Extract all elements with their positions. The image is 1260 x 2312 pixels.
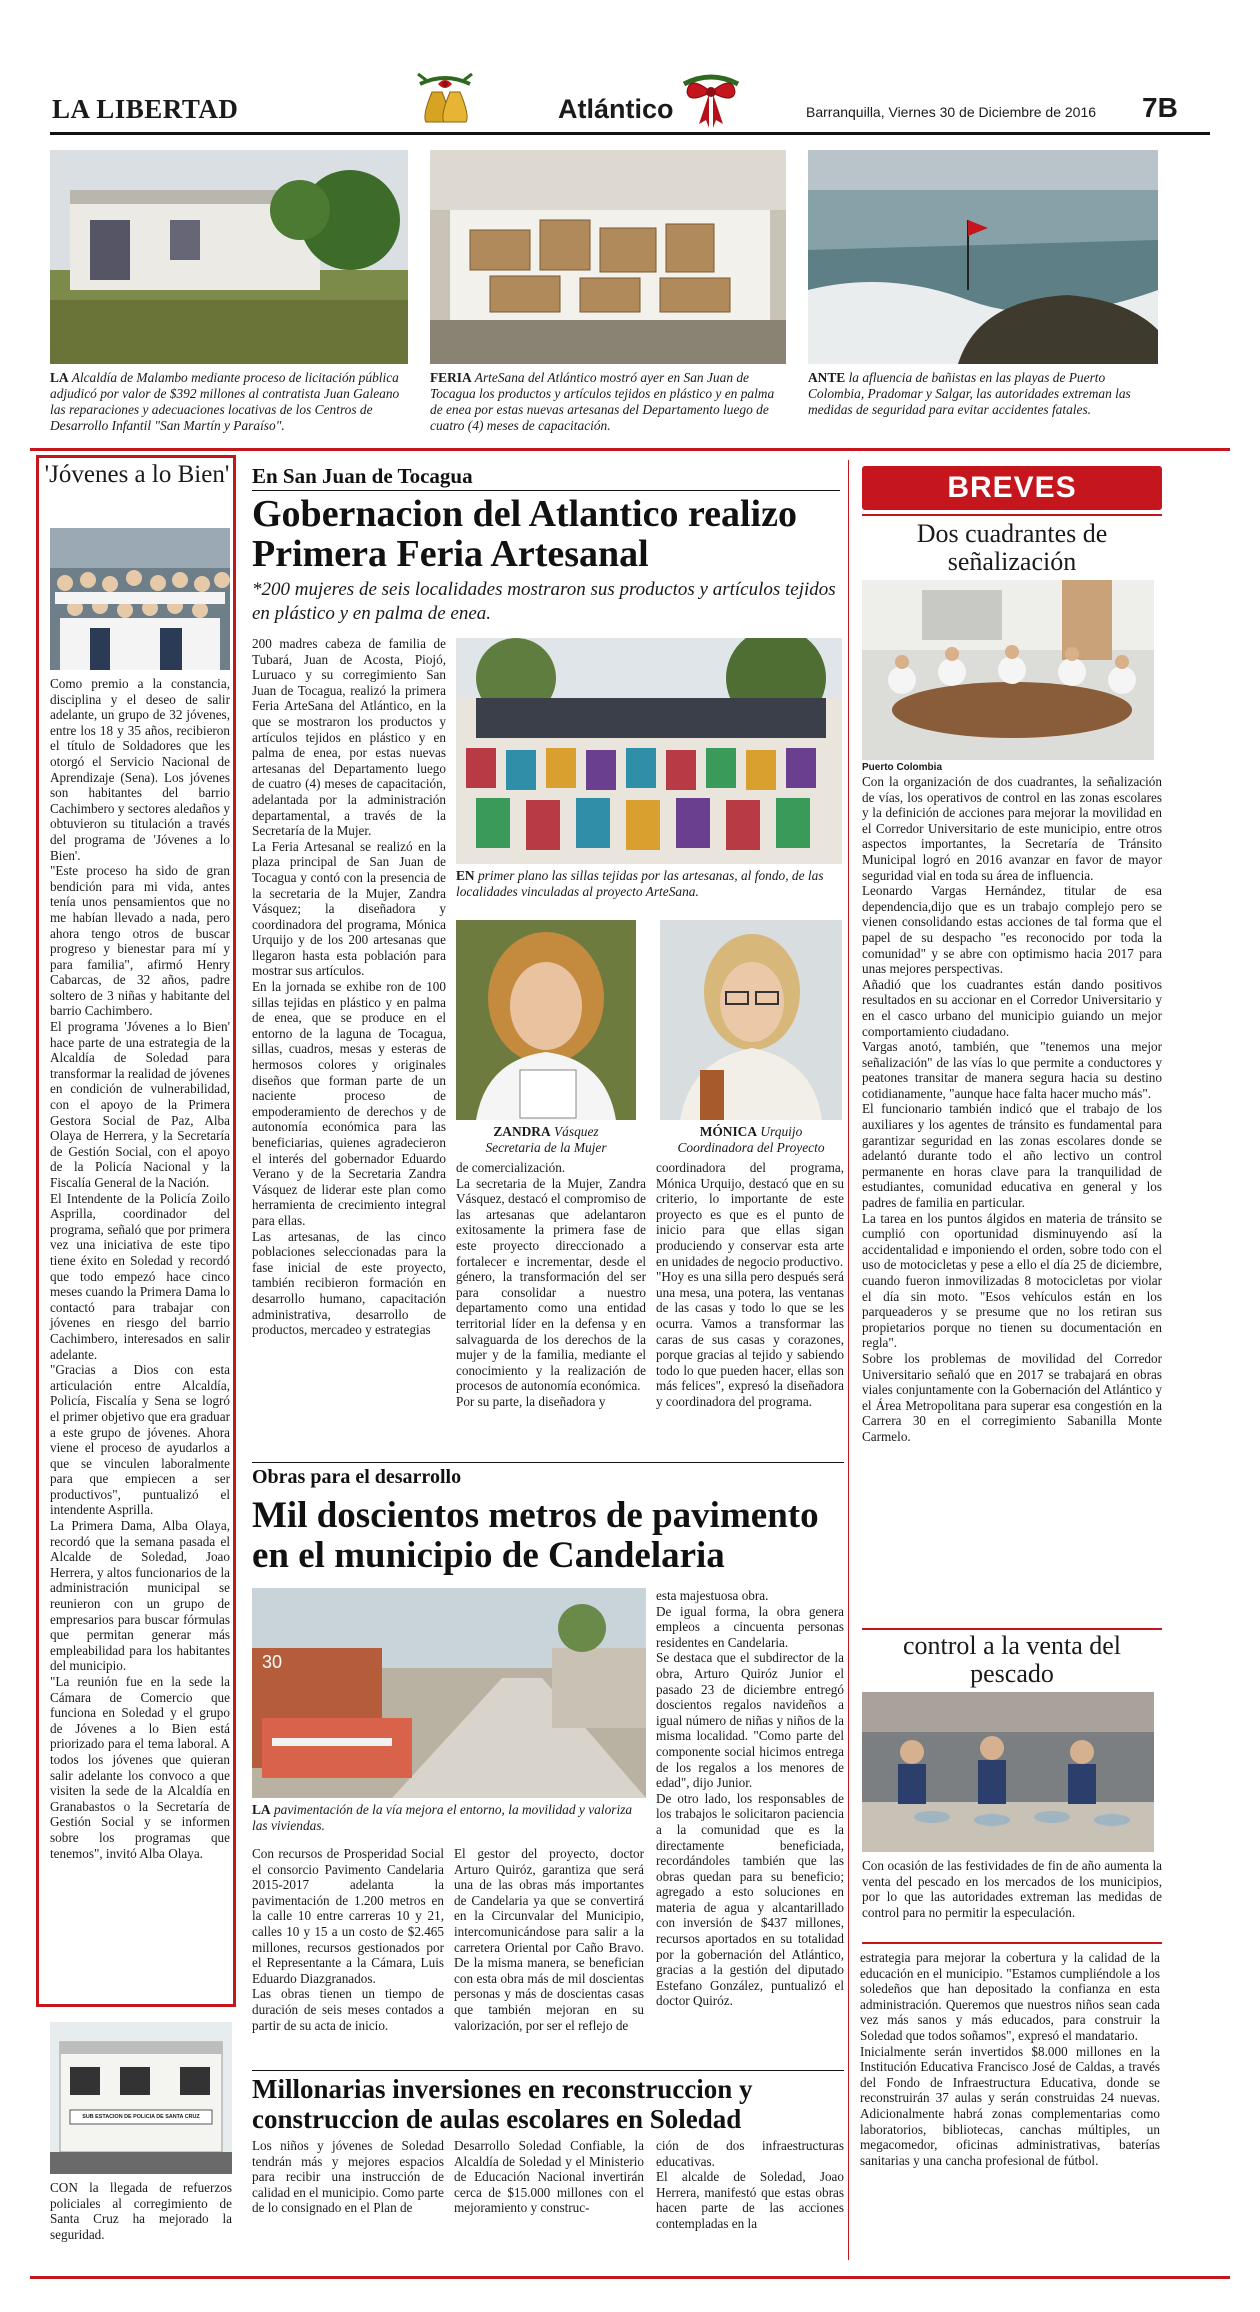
- breves-c2-rule: [862, 1628, 1162, 1630]
- caption-text: primer plano las sillas tejidas por las artesanas, al fondo, de las localidades vinculadas al proyecto ArteSana.: [456, 868, 824, 899]
- breves-c1-photo-label: Puerto Colombia: [862, 762, 943, 773]
- breves-c1-body: Con la organización de dos cuadrantes, la señalización de vías, los operativos de control en las zonas escolares y la definición de acciones para mejorar la movilidad en el Corredor Universitario de este municipio, entre otros aspectos importantes, la Secretaría de Tránsito Municipal logró en 2016 avanzar en favor de mayor seguridad vial en toda su área de influencia. Leonardo Vargas Hernández, titular de esa dependencia,dijo que es un trabajo complejo pero se vienen consolidando estas acciones de tal forma que el papel de su despacho "es reconocido por toda la comunidad" y se abre con optimismo hacia 2017 para unas mejores perspectivas. Añadió que los cuadrantes están dando positivos resultados en su accionar en el Corredor Universitario y en el casco urbano del municipio guiando un mejor comportamiento ciudadano. Vargas anotó, también, que "tenemos una mejor señalización" de las vías lo que permite a conductores y peatones transitar de manera segura hacia su destino cotidianamente, "aunque hace falta hacer mucho más". El funcionario también indicó que el trabajo de los auxiliares y los agentes de tránsito es fundamental para garantizar seguridad en las zonas escolares donde se adelantó durante todo el año lectivo un control permanente en horas clave para la tranquilidad de estudiantes, comunidad educativa en general y los padres de familia en particular. La tarea en los puntos álgidos en materia de tránsito se cumplió con oportunidad disminuyendo así la accidentalidad e imponiendo el orden, sobre todo con el uso de motocicletas y pese a ello el día 25 de diciembre, cuando fueron inmovilizadas 8 motocicletas por violar el día sin moto. "Esos vehículos están en los parqueaderos y se presume que no los retiran sus propietarios porque no tienen su documentación en regla". Sobre los problemas de movilidad del Corredor Universitario señaló que en 2017 se trabajará en obras viales conjuntamente con la Gobernación del Atlántico y el Área Metropolitana para superar esa congestión en la Carrera 30 en el corregimiento Sabanilla Monte Carmelo.: [862, 774, 1162, 1444]
- feria-col2: de comercialización. La secretaria de la Mujer, Zandra Vásquez, destacó el compromiso de las artesanas que adelantaron exitosamente la primera fase de este proyecto direccionado a fortalecer e incrementar, desde el género, la transformación del ser para consolidar a nuestro departamento como una entidad territorial líder en la defensa y en salvaguarda de los derechos de la mujer y de la familia, mediante el conocimiento y la realización de procesos de autonomía económica. Por su parte, la diseñadora y: [456, 1160, 646, 1409]
- jovenes-body: Como premio a la constancia, disciplina y el deseo de salir adelante, un grupo de 32 jóvenes, entre los 18 y 35 años, recibieron el título de Soldadores que les otorgó el Servicio Nacional de Aprendizaje (Sena). Los jóvenes son habitantes del barrio Cachimbero y sectores aledaños y obtuvieron su titulación a través del programa de 'Jóvenes a lo Bien'. "Este proceso ha sido de gran bendición para mi vida, antes tenía unos pensamientos que no me habían llevado a nada, pero ahora tengo otros de buscar progreso y bienestar para mí y para familia", afirmó Henry Cabarcas, de 32 años, padre soltero de 3 niñas y habitante del barrio Cachimbero. El programa 'Jóvenes a lo Bien' hace parte de una estrategia de la Alcaldía de Soledad para transformar la realidad de jóvenes en condición de vulnerabilidad, con el apoyo de la Primera Gestora Social de Paz, Alba Olaya de Herrera, y la Secretaría de Gestión Social, con el apoyo de la Policía Nacional y la Fiscalía General de la Nación. El Intendente de la Policía Zoilo Asprilla, coordinador del programa, señaló que por primera vez una iniciativa de este tipo tiene éxito en Soledad y recordó que todo empezó hace cinco meses cuando la Primera Dama lo contactó para trabajar con jóvenes en riesgo del barrio Cachimbero, interesados en salir adelante. "Gracias a Dios con esta articulación entre Alcaldía, Policía, Fiscalía y Sena se logró el primer objetivo que era graduar a este grupo de jóvenes. Ahora viene el proceso de ayudarlos a que se vinculen laboralmente para que empiecen a ser productivos", puntualizó el intendente Asprilla. La Primera Dama, Alba Olaya, recordó que la semana pasada el Alcalde de Soledad, Joao Herrera, y altos funcionarios de la administración municipal se reunieron con un grupo de empresarios para buscar fórmulas que permitan generar más empleabilidad para los habitantes del municipio. "La reunión fue en la sede la Cámara de Comercio que funciona en Soledad y el grupo de Jóvenes a lo Bien está priorizado para el tema laboral. A todos los jóvenes que quieran salir adelante los convoco a que visiten la sede de la Alcaldía en Granabastos o la Secretaría de Gestión Social y se informen sobre los programas que tenemos", invitó Alba Olaya.: [50, 676, 230, 1861]
- monica-surname: Urquijo: [760, 1124, 803, 1139]
- zandra-surname: Vásquez: [554, 1124, 599, 1139]
- caption-malambo: [50, 370, 410, 434]
- inversiones-headline: Millonarias inversiones en reconstruccion y construccion de aulas escolares en Soledad: [252, 2074, 753, 2134]
- breves-label: BREVES: [947, 471, 1077, 504]
- svg-text:30: 30: [262, 1652, 283, 1672]
- photo-feria-sillas: [456, 638, 842, 864]
- photo-playa: [808, 150, 1158, 364]
- inversiones-col3: ción de dos infraestructuras educativas. El alcalde de Soledad, Joao Herrera, manifestó que estas obras hacen parte de las acciones contempladas en la: [656, 2138, 844, 2231]
- photo-malambo: [50, 150, 408, 364]
- caption-playa: [808, 370, 1158, 418]
- breves-c1-title: Dos cuadrantes de señalización: [916, 519, 1108, 576]
- caption-lead: LA: [252, 1802, 271, 1817]
- caption-text: la afluencia de bañistas en las playas de Puerto Colombia, Pradomar y Salgar, las autoridades extreman las medidas de seguridad para evitar accidentes fatales.: [808, 370, 1131, 417]
- photo-zandra: [456, 920, 636, 1120]
- photo-feria-tejidos: [430, 150, 786, 364]
- feria-kicker-rule: [252, 490, 840, 491]
- pavimento-col3: esta majestuosa obra. De igual forma, la obra genera empleos a cincuenta personas residentes en Candelaria. Se destaca que el subdirector de la obra, Arturo Quiróz Junior el pasado 23 de diciembre entregó doscientos regalos navideños a igual número de niñas y niños de la misma localidad. "Como parte del componente social hicimos entrega de los regalos a los menores de edad", dijo Junior. De otro lado, los responsables de los trabajos le solicitaron paciencia a la comunidad que es la directamente beneficiada, recordándoles también que las obras quedan para su beneficio; agregado a esto soluciones en materia de agua y alcantarillado con inversión de $437 millones, recursos aportados en su totalidad por la gobernación del Atlántico, gracias a la gestión del diputado Estefano González, puntualizó el doctor Quiróz.: [656, 1588, 844, 2009]
- caption-text: pavimentación de la vía mejora el entorno, la movilidad y valoriza las viviendas.: [252, 1802, 633, 1833]
- caption-text: Alcaldía de Malambo mediante proceso de licitación pública adjudicó por valor de $392 millones al contratista Juan Galeano las reparaciones y adecuaciones locativas de los Centros de Desarrollo Infantil "San Martín y Paraíso".: [50, 370, 400, 433]
- section-name: Atlántico: [558, 94, 674, 124]
- pavimento-kicker: Obras para el desarrollo: [252, 1466, 462, 1488]
- breves-c2-title: control a la venta del pescado: [902, 1631, 1122, 1688]
- zandra-name: ZANDRA: [493, 1124, 551, 1139]
- section-rule-red: [30, 448, 1230, 451]
- masthead: [50, 88, 1210, 130]
- caption-lead: EN: [456, 868, 475, 883]
- breves-rule: [862, 514, 1162, 516]
- feria-photo-caption: [456, 868, 844, 900]
- inversiones-col1: Los niños y jóvenes de Soledad tendrán más y mejores espacios para recibir una instrucción de calidad en el municipio. Como parte de lo consignado en el Plan de: [252, 2138, 444, 2216]
- sign-santa-cruz: SUB ESTACION DE POLICIA DE SANTA CRUZ: [82, 2114, 200, 2120]
- breves-c2-body: Con ocasión de las festividades de fin de año aumenta la venta del pescado en los mercados de los municipios, por lo que las autoridades extreman las medidas de control para no permitir la especulación.: [862, 1858, 1162, 1920]
- inversiones-top-rule: [252, 2070, 844, 2071]
- caption-lead: LA: [50, 370, 69, 385]
- photo-pescado: [862, 1692, 1154, 1852]
- caption-lead: FERIA: [430, 370, 472, 385]
- caption-lead: ANTE: [808, 370, 846, 385]
- feria-kicker: En San Juan de Tocagua: [252, 464, 473, 488]
- monica-name: MÓNICA: [699, 1124, 757, 1139]
- feria-deck: *200 mujeres de seis localidades mostraron sus productos y artículos tejidos en plástico y en palma de enea.: [252, 579, 836, 624]
- dateline: Barranquilla, Viernes 30 de Diciembre de 2016: [806, 104, 1097, 120]
- monica-caption: [660, 1124, 842, 1156]
- jovenes-title: 'Jóvenes a lo Bien': [44, 461, 230, 488]
- photo-cuadrantes: [862, 580, 1154, 760]
- christmas-bow-icon: [676, 72, 746, 132]
- santa-cruz-caption: CON la llegada de refuerzos policiales al corregimiento de Santa Cruz ha mejorado la seguridad.: [50, 2180, 232, 2242]
- photo-monica: [660, 920, 842, 1120]
- christmas-bells-icon: [410, 70, 480, 132]
- pavimento-col2: El gestor del proyecto, doctor Arturo Quiróz, garantiza que será una de las obras más importantes de Candelaria ya que se convertirá en la Circunvalar del Municipio, intercomunicándose para salir a la carretera Oriental por Caño Bravo. De la misma manera, se benefician con esta obra más de mil doscientas personas y más de doscientas casas que también mejoran en su valorización, por ser el reflejo de: [454, 1846, 644, 2033]
- zandra-caption: [456, 1124, 636, 1156]
- bottom-rule: [30, 2276, 1230, 2279]
- photo-jovenes-group: [50, 528, 230, 670]
- column-rule: [848, 460, 849, 2260]
- photo-santa-cruz: [50, 2022, 232, 2174]
- feria-col1: 200 madres cabeza de familia de Tubará, Juan de Acosta, Piojó, Luruaco y su corregimiento San Juan de Tocagua, realizó la primera Feria ArteSana del Atlántico, en la que se mostraron los productos y artículos tejidos en plástico y en palma de enea, por estas nuevas artesanas del Departamento luego de cuatro (4) meses de capacitación, adelantada por la administración departamental, a través de la Secretaría de la Mujer. La Feria Artesanal se realizó en la plaza principal de San Juan de Tocagua y contó con la presencia de la secretaria de la Mujer, Zandra Vásquez; la diseñadora y coordinadora del programa, Mónica Urquijo y de los 200 artesanas que llegaron hasta esta población para mostrar sus artículos. En la jornada se exhibe ron de 100 sillas tejidas en plástico y en palma de enea, que se produce en el entorno de la laguna de Tocagua, sillas, cuadros, mesas y esteras de hermosos colores y originales diseños que forman parte de un naciente proceso de empoderamiento de derechos y de autonomía económica para las beneficiarias, quienes agradecieron el interés del gobernador Eduardo Verano y de la Secretaria Zandra Vásquez de liderar este plan como herramienta de crecimiento integral para ellas. Las artesanas, de las cinco poblaciones seleccionadas para la fase inicial de este proyecto, también recibieron formación en desarrollo humano, capacitación administrativa, desarrollo de productos, mercadeo y estrategias: [252, 636, 446, 1338]
- pavimento-headline: Mil doscientos metros de pavimento en el municipio de Candelaria: [252, 1495, 819, 1576]
- inversiones-col2: Desarrollo Soledad Confiable, la Alcaldía de Soledad y el Ministerio de Educación Nacional invertirán cerca de $15.000 millones con el mejoramiento y construc-: [454, 2138, 644, 2216]
- inversiones-col4: estrategia para mejorar la cobertura y la calidad de la educación en el municipio. "Estamos cumpliéndole a los soledeños que han depositado la confianza en esta administración. Queremos que nuestros niños sean cada vez más sanos y más educados, para construir la Soledad que todos soñamos", expresó el mandatario. Inicialmente serán invertidos $8.000 millones en la Institución Educativa Francisco José de Caldas, a través del Fondo de Infraestructura Educativa, donde se reconstruirán 37 aulas y serán construidas 24 nuevas. Adicionalmente habrá zonas complementarias como laboratorios, bibliotecas, canchas múltiples, un megacomedor, oficinas administrativas, baterías sanitarias y una cancha profesional de fútbol.: [860, 1950, 1160, 2168]
- feria-headline: Gobernacion del Atlantico realizo Primera Feria Artesanal: [252, 493, 797, 575]
- breves-c3-rule: [862, 1942, 1162, 1944]
- pavimento-col1: Con recursos de Prosperidad Social el consorcio Pavimento Candelaria 2015-2017 adelanta la pavimentación de 1.200 metros en la calle 10 entre carreras 10 y 21, calles 10 y 15 a un costo de $2.465 millones, recursos gestionados por el Representante a la Cámara, Luis Eduardo Diazgranados. Las obras tienen un tiempo de duración de seis meses contados a partir de su acta de inicio.: [252, 1846, 444, 2033]
- feria-col3: coordinadora del programa, Mónica Urquijo, destacó que en su criterio, lo importante de este proyecto es que es el punto de inicio para que ellas sigan produciendo y conservar esta arte en unidades de negocio productivo. "Hoy es una silla pero después será una mesa, una potera, las ventanas de las casas y todo lo que se les ocurra. Vamos a transformar las caras de sus casas y corazones, porque gracias al tejido y sabiendo todo lo que pueden hacer, ellas son más felices", expresó la diseñadora y coordinadora del programa.: [656, 1160, 844, 1409]
- breves-banner: [862, 466, 1162, 510]
- zandra-role: Secretaria de la Mujer: [485, 1140, 607, 1155]
- page-number: 7B: [1142, 92, 1178, 123]
- caption-text: ArteSana del Atlántico mostró ayer en San Juan de Tocagua los productos y artículos tejidos en plástico y en palma de enea por estas nuevas artesanas del Departamento luego de cuatro (4) meses de capacitación.: [430, 370, 775, 433]
- pavimento-top-rule: [252, 1462, 844, 1463]
- pavimento-photo-caption: [252, 1802, 648, 1834]
- photo-pavimento: [252, 1588, 646, 1798]
- monica-role: Coordinadora del Proyecto: [677, 1140, 825, 1155]
- masthead-rule: [50, 132, 1210, 135]
- caption-feria: [430, 370, 786, 434]
- paper-name: LA LIBERTAD: [52, 94, 239, 124]
